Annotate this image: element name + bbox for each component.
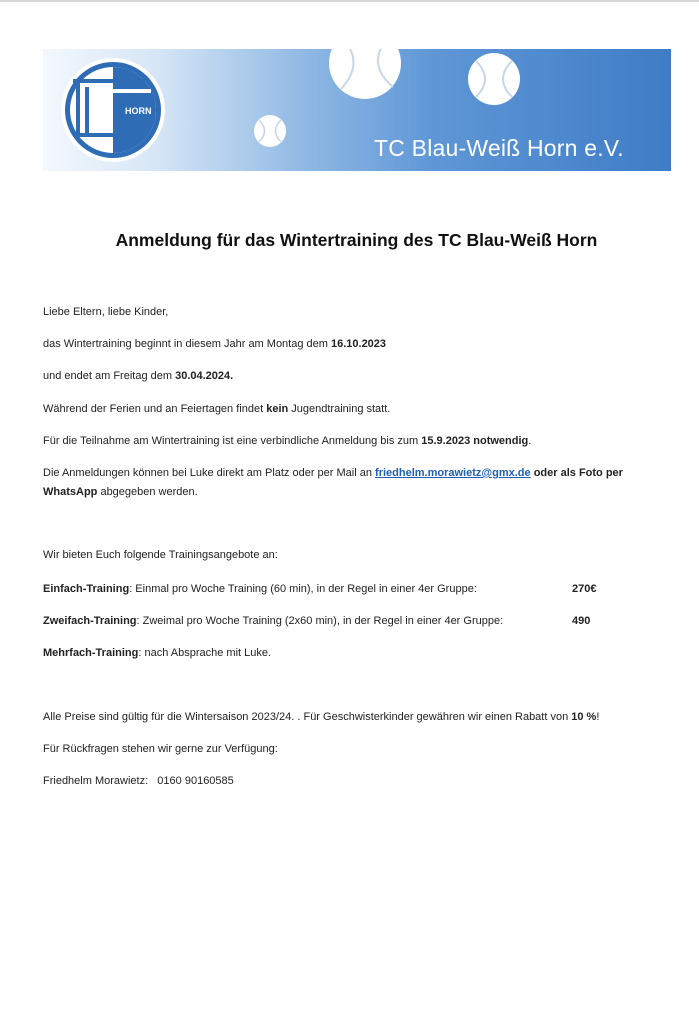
registration-line — [43, 432, 678, 451]
banner-title: TC Blau-Weiß Horn e.V. — [374, 135, 624, 161]
end-date: 30.04.2024. — [175, 370, 234, 382]
submission-paragraph — [43, 464, 678, 502]
questions-line: Für Rückfragen stehen wir gerne zur Verfügung: — [43, 743, 278, 755]
registration-text: Für die Teilnahme am Wintertraining ist eine verbindliche Anmeldung bis zum — [43, 435, 422, 447]
offer-name: Mehrfach-Training — [43, 647, 139, 659]
start-text: das Wintertraining beginnt in diesem Jahr am Montag dem — [43, 338, 331, 350]
prices-note — [43, 708, 678, 727]
prices-note-after: ! — [596, 711, 600, 723]
end-text: und endet am Freitag dem — [43, 370, 176, 382]
start-date: 16.10.2023 — [330, 338, 387, 350]
offer-name: Einfach-Training — [43, 583, 130, 595]
offer-desc: : nach Absprache mit Luke. — [138, 647, 272, 659]
tennis-ball-medium — [468, 53, 520, 105]
header-banner — [43, 49, 671, 171]
submission-after: abgegeben werden. — [97, 486, 198, 498]
registration-deadline: 15.9.2023 notwendig — [421, 435, 529, 447]
offer-row — [43, 612, 568, 631]
tennis-ball-large — [329, 49, 401, 99]
holidays-after: Jugendtraining statt. — [288, 403, 391, 415]
holidays-line — [43, 400, 678, 419]
offer-row — [43, 644, 678, 663]
offer-price: 270€ — [572, 583, 597, 595]
logo-text: HORN — [125, 106, 152, 116]
offer-price: 490 — [572, 615, 591, 627]
offer-name: Zweifach-Training — [43, 615, 137, 627]
submission-whatsapp: oder als Foto per WhatsApp — [43, 467, 623, 498]
offer-desc: : Zweimal pro Woche Training (2x60 min), in der Regel in einer 4er Gruppe: — [136, 615, 504, 627]
start-line — [43, 335, 678, 354]
end-line — [43, 367, 678, 386]
tennis-ball-small — [254, 115, 286, 147]
offers-intro: Wir bieten Euch folgende Trainingsangebote an: — [43, 549, 278, 561]
holidays-before: Während der Ferien und an Feiertagen findet — [43, 403, 267, 415]
email-link[interactable]: friedhelm.morawietz@gmx.de — [375, 467, 531, 479]
offer-desc: : Einmal pro Woche Training (60 min), in der Regel in einer 4er Gruppe: — [129, 583, 477, 595]
discount-value: 10 % — [571, 711, 597, 723]
registration-after: . — [528, 435, 532, 447]
holidays-bold: kein — [266, 403, 289, 415]
top-border — [0, 0, 699, 2]
prices-note-text: Alle Preise sind gültig für die Wintersaison 2023/24. . Für Geschwisterkinder gewähren wir einen Rabatt von — [43, 711, 572, 723]
page-title: Anmeldung für das Wintertraining des TC Blau-Weiß Horn — [115, 230, 598, 250]
offer-row — [43, 580, 563, 599]
greeting: Liebe Eltern, liebe Kinder, — [43, 306, 169, 318]
contact-line: Friedhelm Morawietz: 0160 90160585 — [43, 775, 234, 787]
submission-text: Die Anmeldungen können bei Luke direkt am Platz oder per Mail an — [43, 467, 376, 479]
